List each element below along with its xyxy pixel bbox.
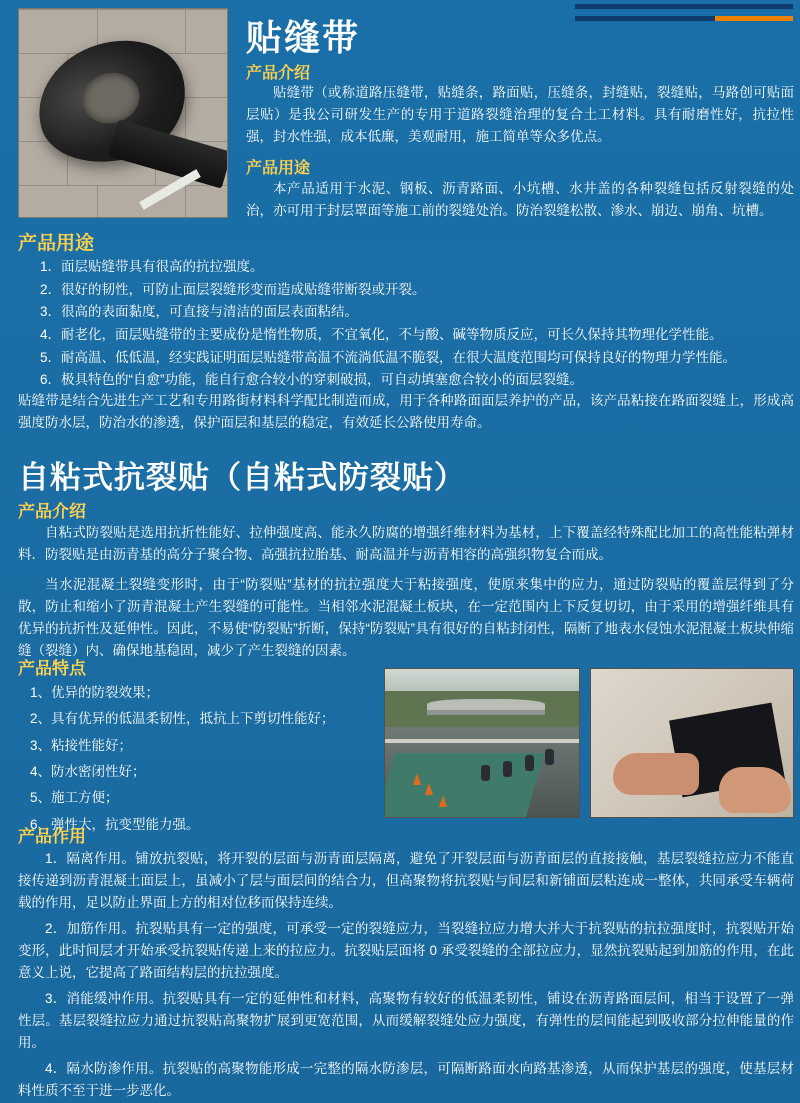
top-bar-orange-accent: [715, 16, 793, 21]
section-b-role-2: 2．加筋作用。抗裂贴具有一定的强度，可承受一定的裂缝应力，当裂缝拉应力增大并大于抗裂贴的抗拉强度时，抗裂贴开始变形，此时间层才开始承受抗裂贴传递上来的拉应力。抗裂贴层面将 0 承受裂缝的全部拉应力，显然抗裂贴起到加筋的作用，在此意义上说，它提高了路面结构层的抗拉强度。: [18, 921, 794, 980]
section-a-features-heading: 产品用途: [18, 233, 95, 254]
section-b-title: 自粘式抗裂贴（自粘式防裂贴）: [18, 460, 466, 495]
list-item: 2、具有优异的低温柔韧性，抵抗上下剪切性能好；: [30, 711, 335, 727]
section-a-use-body: 本产品适用于水泥、钢板、沥青路面、小坑槽、水井盖的各种裂缝包括反射裂缝的处治，亦可用于封层罩面等施工前的裂缝处治。防治裂缝松散、渗水、崩边、崩角、坑槽。: [246, 181, 794, 218]
section-b-features-list: [30, 680, 370, 838]
section-b-paragraph-2: 当水泥混凝土裂缝变形时，由于“防裂贴”基材的抗拉强度大于粘接强度，使原来集中的应力，通过防裂贴的覆盖层得到了分散，防止和缩小了沥青混凝土产生裂缝的可能性。当相邻水泥混凝土板块，在一定范围内上下反复切切，由于采用的增强纤维具有优异的抗折性及延伸性。因此，不易使“防裂贴”折断，保持“防裂贴”具有很好的自粘封闭性，隔断了地表水侵蚀水泥混凝土板块伸缩缝（裂缝）内、确保地基稳固，减少了产生裂缝的因素。: [18, 577, 794, 658]
section-b-paragraph-1: 自粘式防裂贴是选用抗折性能好、拉伸强度高、能永久防腐的增强纤维材料为基材，上下覆盖经特殊配比加工的高性能粘弹材料．防裂贴是由沥青基的高分子聚合物、高强抗拉胎基、耐高温并与沥青相容的高强织物复合而成。: [18, 525, 794, 562]
list-item: 6．极具特色的“自愈”功能，能自行愈合较小的穿刺破损，可自动填塞愈合较小的面层裂缝。: [40, 372, 583, 388]
hero-product-photo: [18, 8, 228, 218]
section-b-role-heading: 产品作用: [18, 827, 86, 846]
list-item: 2．很好的韧性，可防止面层裂缝形变而造成贴缝带断裂或开裂。: [40, 281, 426, 297]
section-a-intro-body: 贴缝带（或称道路压缝带，贴缝条，路面贴，压缝条，封缝贴，裂缝贴，马路创可贴面层贴）是我公司研发生产的专用于道路裂缝治理的复合土工材料。具有耐磨性好，抗拉性强，封水性强，成本低廉，美观耐用，施工简单等众多优点。: [246, 85, 794, 144]
section-a-intro-heading: 产品介绍: [246, 65, 311, 82]
top-bar-dark: [575, 4, 793, 9]
list-item: 5、施工方便；: [30, 790, 119, 806]
section-a-closing-paragraph: 贴缝带是结合先进生产工艺和专用路街材料科学配比制造而成，用于各种路面面层养护的产品，该产品粘接在路面裂缝上，形成高强度防水层，防治水的渗透，保护面层和基层的稳定，有效延长公路使用寿命。: [18, 393, 794, 430]
list-item: 1、优异的防裂效果；: [30, 685, 160, 700]
list-item: 4、防水密闭性好；: [30, 763, 146, 779]
list-item: 1．面层贴缝带具有很高的抗拉强度。: [40, 259, 264, 274]
page-title: 贴缝带: [246, 17, 361, 58]
section-b-features-heading: 产品特点: [18, 659, 86, 678]
section-b-role-4: 4．隔水防渗作用。抗裂贴的高聚物能形成一完整的隔水防渗层，可隔断路面水向路基渗透，从而保护基层的强度，使基层材料性质不至于进一步恶化。: [18, 1061, 794, 1098]
section-a-features-list: [18, 256, 794, 392]
list-item: 3．很高的表面黏度，可直接与清洁的面层表面粘结。: [40, 304, 359, 320]
hand-holding-membrane-photo: [590, 668, 794, 818]
list-item: 5．耐高温、低低温，经实践证明面层贴缝带高温不流淌低温不脆裂，在很大温度范围均可保持良好的物理力学性能。: [40, 349, 737, 365]
section-a-use-heading: 产品用途: [246, 160, 311, 177]
section-b-role-3: 3．消能缓冲作用。抗裂贴具有一定的延伸性和材料，高聚物有较好的低温柔韧性，铺设在沥青路面层间，相当于设置了一弹性层。基层裂缝拉应力通过抗裂贴高聚物扩展到更宽范围，从而缓解裂缝处应力强度，有弹性的层间能起到吸收部分拉伸能量的作用。: [18, 991, 794, 1050]
highway-construction-photo: [384, 668, 580, 818]
section-b-role-1: 1．隔离作用。铺放抗裂贴，将开裂的层面与沥青面层隔离，避免了开裂层面与沥青面层的直接接触，基层裂缝拉应力不能直接传递到沥青混凝土面层上，虽减小了层与面层间的结合力，但高聚物将抗裂贴与间层和新铺面层粘连成一整体，共同承受车辆荷载的作用，足以防止界面上方的相对位移而保持连续。: [18, 851, 794, 910]
top-bar-secondary: [575, 16, 793, 21]
list-item: 3、粘接性能好；: [30, 737, 133, 753]
section-b-intro-heading: 产品介绍: [18, 502, 86, 521]
list-item: 6、弹性大，抗变型能力强。: [30, 816, 200, 832]
list-item: 4．耐老化，面层贴缝带的主要成份是惰性物质，不宜氧化，不与酸、碱等物质反应，可长久保持其物理化学性能。: [40, 327, 723, 343]
